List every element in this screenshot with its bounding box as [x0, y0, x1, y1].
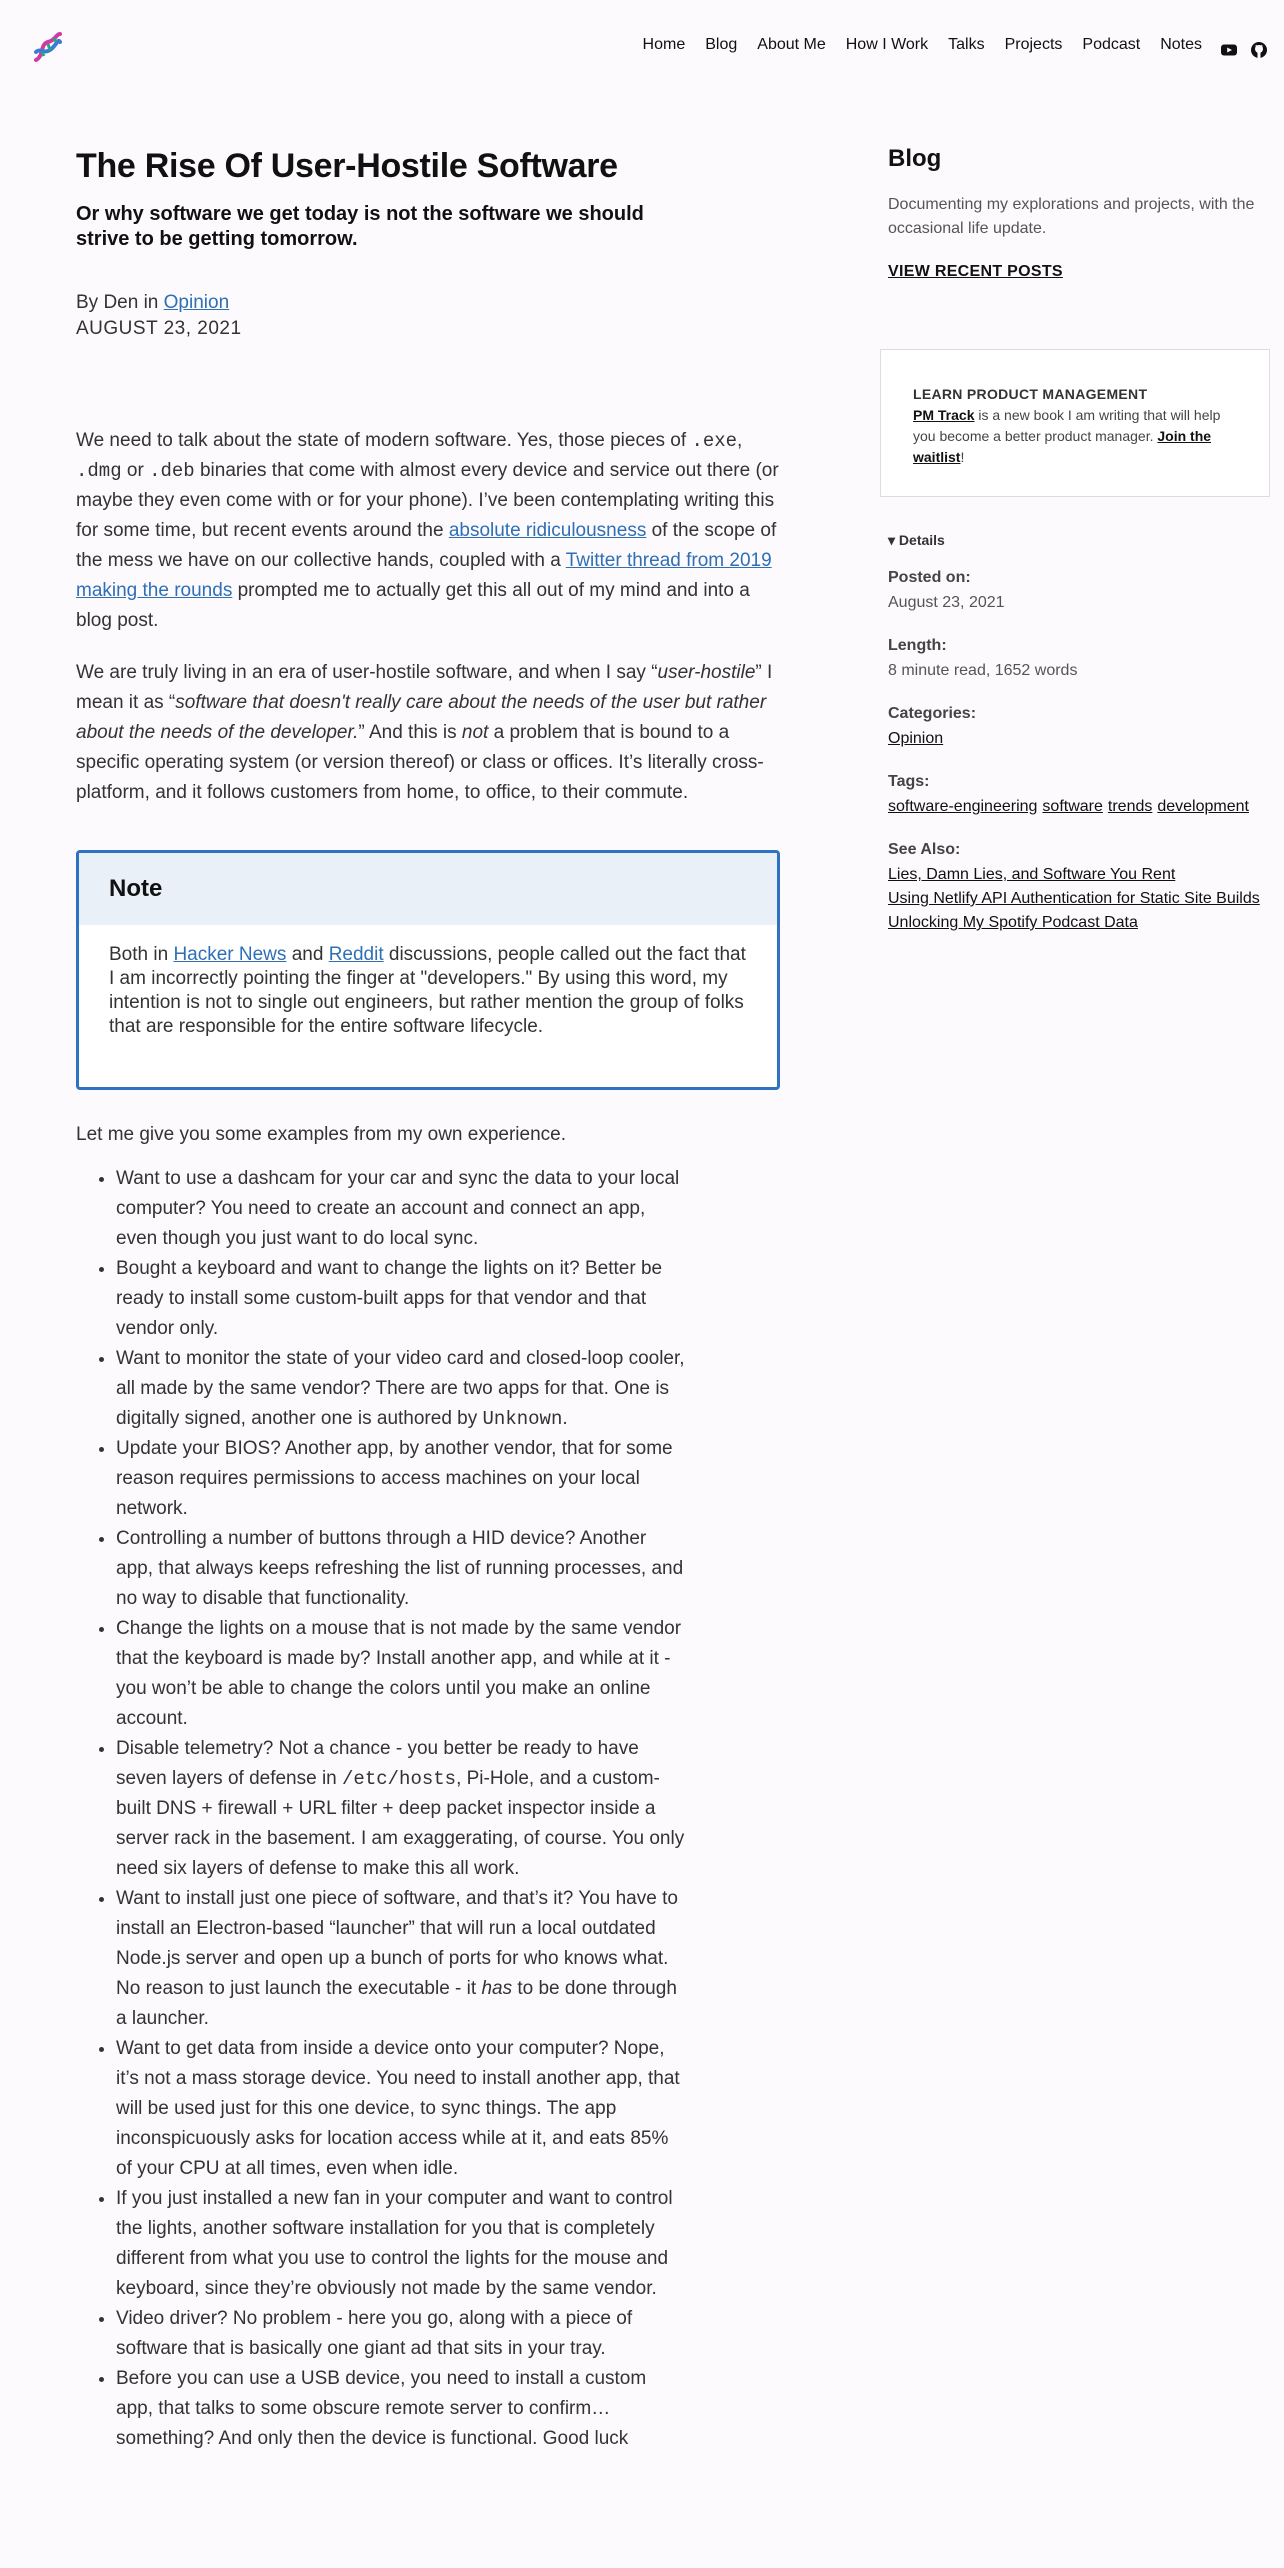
note-body	[79, 925, 777, 1087]
see-also-link[interactable]: Unlocking My Spotify Podcast Data	[888, 914, 1138, 931]
nav-podcast[interactable]: Podcast	[1082, 36, 1141, 53]
main-nav	[643, 36, 1202, 54]
text: to be done through a launcher.	[116, 1977, 677, 2029]
text: Controlling a number of buttons through a HID device? Another app, that always keeps refreshing the list of running processes, and no way to disable that functionality.	[116, 1527, 684, 1609]
nav-how-i-work[interactable]: How I Work	[845, 36, 929, 53]
text: .	[562, 1407, 568, 1429]
emphasis: software that doesn't really care about the needs of the user but rather about the needs of the developer.	[76, 691, 767, 743]
promo-title: LEARN PRODUCT MANAGEMENT	[913, 386, 1148, 402]
text: Disable telemetry? Not a chance - you better be ready to have seven layers of defense in	[116, 1737, 639, 1789]
note-heading: Note	[79, 853, 777, 925]
text: Change the lights on a mouse that is not made by the same vendor that the keyboard is made by? Install another app, and while at it - you won’t be able to change the colors until you make an online account.	[116, 1617, 682, 1729]
examples-intro: Let me give you some examples from my own experience.	[76, 1123, 566, 1145]
social-links	[1220, 41, 1268, 59]
text: ,	[737, 429, 743, 451]
sidebar-description: Documenting my explorations and projects, with the occasional life update.	[888, 196, 1255, 237]
text: ” I mean it as “	[76, 661, 773, 713]
text: Bought a keyboard and want to change the lights on it? Better be ready to install some custom-built apps for that vendor and that vendor only.	[116, 1257, 663, 1339]
github-icon[interactable]	[1250, 41, 1268, 59]
paragraph-1	[76, 426, 780, 636]
top-navigation	[0, 0, 1284, 96]
emphasis: user-hostile	[657, 661, 756, 683]
absolute-ridiculousness-link[interactable]: absolute ridiculousness	[448, 519, 647, 541]
text: or	[126, 459, 144, 481]
list-item	[116, 1254, 686, 1344]
text: Before you can use a USB device, you need to install a custom app, that talks to some obscure remote server to confirm… something? And only then the device is functional. Good luck	[116, 2367, 647, 2449]
promo-box	[880, 349, 1270, 497]
text: !	[960, 449, 965, 465]
dna-logo-icon[interactable]	[30, 30, 66, 66]
examples-list	[76, 1164, 686, 2454]
text: and	[291, 943, 324, 965]
text: Want to install just one piece of software, and that’s it? You have to install an Electron-based “launcher” that will run a local outdated Node.js server and open up a bunch of ports for who knows what. No reason to just launch the executable - it	[116, 1887, 678, 1999]
emphasis: not	[461, 721, 489, 743]
text: ” And this is	[358, 721, 457, 743]
article-date: AUGUST 23, 2021	[76, 317, 242, 339]
code-exe: .exe	[691, 429, 738, 452]
details-toggle[interactable]: ▾ Details	[888, 532, 945, 548]
text: , Pi-Hole, and a custom-built DNS + firewall + URL filter + deep packet inspector inside a server rack in the basement. I am exaggerating, of course. You only need six layers of defense to make this all work.	[116, 1767, 685, 1879]
code-dmg: .dmg	[76, 459, 122, 482]
reddit-link[interactable]: Reddit	[328, 943, 384, 965]
join-waitlist-link[interactable]: Join the waitlist	[913, 428, 1212, 465]
nav-projects[interactable]: Projects	[1004, 36, 1063, 53]
nav-blog[interactable]: Blog	[705, 36, 738, 53]
code-deb: .deb	[149, 459, 195, 482]
note-callout	[76, 850, 780, 1090]
list-item	[116, 2364, 686, 2454]
list-item	[116, 2034, 686, 2184]
text: We are truly living in an era of user-hostile software, and when I say “	[76, 661, 658, 683]
text: is a new book I am writing that will help you become a better product manager.	[913, 407, 1221, 444]
nav-talks[interactable]: Talks	[948, 36, 985, 53]
view-recent-posts-link[interactable]: VIEW RECENT POSTS	[888, 263, 1063, 280]
byline-author: By Den in	[76, 291, 159, 313]
sidebar-title: Blog	[888, 145, 942, 172]
list-item	[116, 2304, 686, 2364]
tag-link[interactable]: trends	[1107, 798, 1153, 815]
posted-label: Posted on:	[888, 569, 971, 586]
list-item	[116, 2184, 686, 2304]
text: Want to use a dashcam for your car and sync the data to your local computer? You need to create an account and connect an app, even though you just want to do local sync.	[116, 1167, 680, 1249]
text: Want to get data from inside a device onto your computer? Nope, it’s not a mass storage device. You need to install another app, that will be used just for this one device, to sync things. The app inconspicuously asks for location access while at it, and eats 85% of your CPU at all times, even when idle.	[116, 2037, 680, 2179]
list-item	[116, 1734, 686, 1884]
text: Update your BIOS? Another app, by another vendor, that for some reason requires permissions to access machines on your local network.	[116, 1437, 673, 1519]
tags-label: Tags:	[888, 773, 930, 790]
article-subtitle: Or why software we get today is not the software we should strive to be getting tomorrow.	[76, 202, 644, 250]
emphasis: has	[481, 1977, 513, 1999]
nav-home[interactable]: Home	[642, 36, 686, 53]
pm-track-link[interactable]: PM Track	[913, 407, 975, 423]
youtube-icon[interactable]	[1220, 41, 1238, 59]
list-item	[116, 1164, 686, 1254]
tag-link[interactable]: development	[1157, 798, 1249, 815]
category-link[interactable]: Opinion	[163, 291, 230, 313]
see-also-label: See Also:	[888, 841, 961, 858]
text: of the scope of the mess we have on our collective hands, coupled with a	[76, 519, 777, 571]
text: Video driver? No problem - here you go, along with a piece of software that is basically one giant ad that sits in your tray.	[116, 2307, 633, 2359]
text: Want to monitor the state of your video card and closed-loop cooler, all made by the same vendor? There are two apps for that. One is digitally signed, another one is authored by	[116, 1347, 685, 1429]
see-also-link[interactable]: Lies, Damn Lies, and Software You Rent	[888, 866, 1176, 883]
paragraph-2	[76, 658, 780, 808]
nav-notes[interactable]: Notes	[1160, 36, 1202, 53]
tags-list	[888, 795, 1268, 819]
hacker-news-link[interactable]: Hacker News	[173, 943, 287, 965]
promo-text	[913, 405, 1239, 468]
text: prompted me to actually get this all out of my mind and into a blog post.	[76, 579, 750, 631]
text: We need to talk about the state of modern software. Yes, those pieces of	[76, 429, 687, 451]
text: binaries that come with almost every device and service out there (or maybe they even come with or for your phone). I’ve been contemplating writing this for some time, but recent events around the	[76, 459, 779, 541]
article	[76, 145, 780, 2454]
nav-about-me[interactable]: About Me	[757, 36, 826, 53]
code-unknown: Unknown	[482, 1407, 563, 1430]
sidebar	[888, 145, 1268, 281]
text: a problem that is bound to a specific operating system (or version thereof) or class or offices. It’s literally cross-platform, and it follows customers from home, to office, to their commute.	[76, 721, 764, 803]
see-also-list	[888, 863, 1268, 935]
code-etc-hosts: /etc/hosts	[342, 1767, 457, 1790]
list-item	[116, 1884, 686, 2034]
length-value: 8 minute read, 1652 words	[888, 662, 1078, 679]
list-item	[116, 1434, 686, 1524]
tag-link[interactable]: software	[1042, 798, 1103, 815]
category-opinion-link[interactable]: Opinion	[888, 730, 944, 747]
twitter-thread-link[interactable]: Twitter thread from 2019 making the rounds	[76, 549, 772, 601]
text: discussions, people called out the fact that I am incorrectly pointing the finger at "developers." By using this word, my intention is not to single out engineers, but rather mention the group of folks that are responsible for the entire software lifecycle.	[109, 943, 746, 1037]
posted-value: August 23, 2021	[888, 594, 1005, 611]
list-item	[116, 1524, 686, 1614]
categories-label: Categories:	[888, 705, 977, 722]
tag-link[interactable]: software-engineering	[888, 798, 1038, 815]
length-label: Length:	[888, 637, 947, 654]
article-title: The Rise Of User-Hostile Software	[76, 147, 618, 185]
list-item	[116, 1344, 686, 1434]
see-also-link[interactable]: Using Netlify API Authentication for Static Site Builds	[888, 890, 1260, 907]
list-item	[116, 1614, 686, 1734]
post-details	[888, 532, 1268, 935]
text: If you just installed a new fan in your computer and want to control the lights, another software installation for you that is completely different from what you use to control the lights for the mouse and keyboard, since they’re obviously not made by the same vendor.	[116, 2187, 673, 2299]
byline	[76, 288, 780, 318]
text: Both in	[109, 943, 169, 965]
